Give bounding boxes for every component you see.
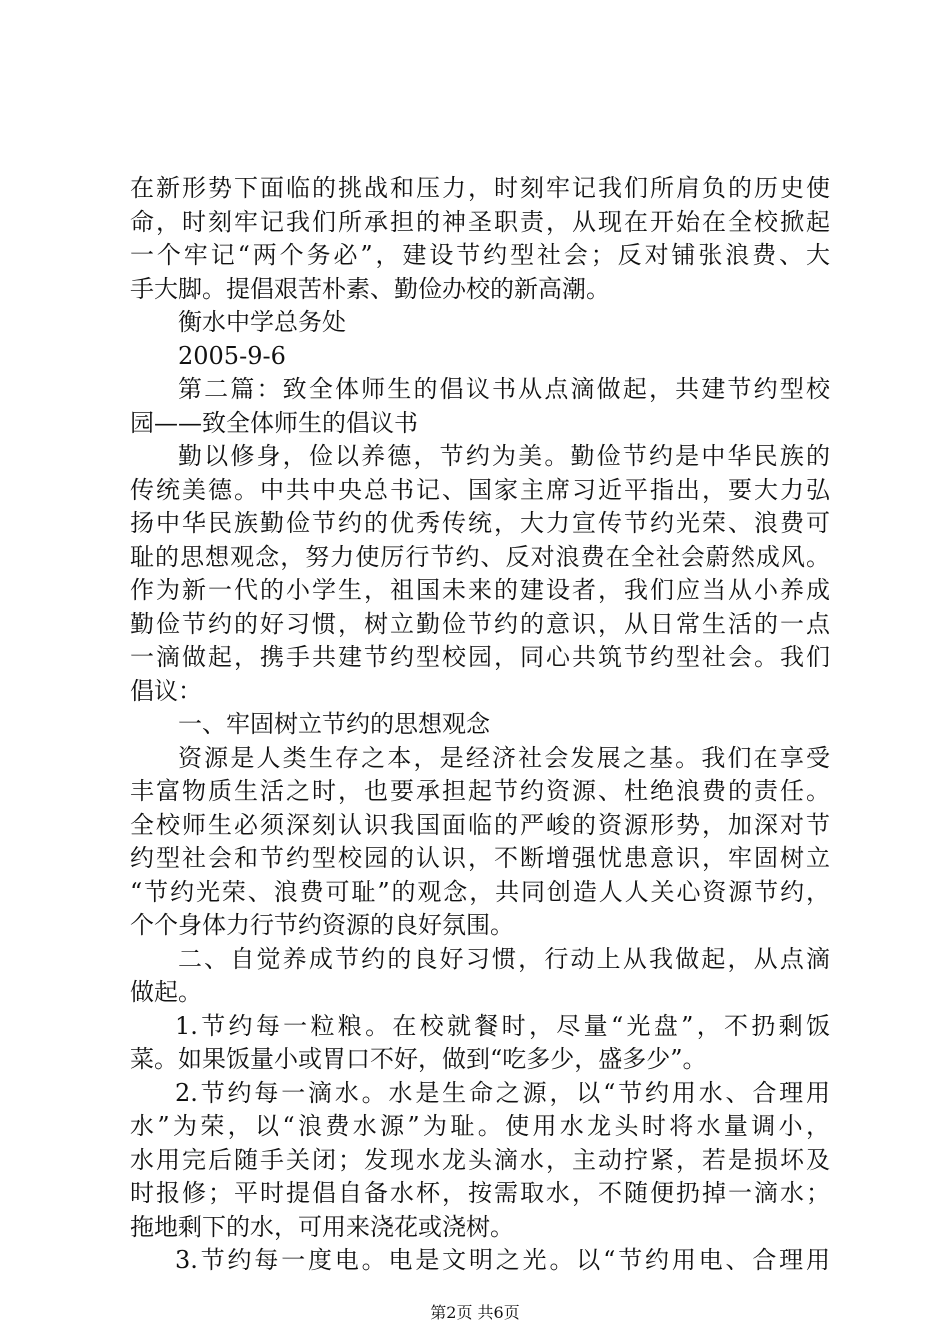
page-number: 第2页 共6页 <box>430 1303 520 1322</box>
signature-date: 2005-9-6 <box>178 341 286 370</box>
document-body <box>130 172 830 1278</box>
heading-two: 二、自觉养成节约的良好习惯，行动上从我做起，从点滴 <box>178 944 830 973</box>
text-line: 水用完后随手关闭；发现水龙头滴水，主动拧紧，若是损坏及 <box>130 1145 830 1174</box>
text-line: 个个身体力行节约资源的良好氛围。 <box>130 911 514 939</box>
text-line: 时报修；平时提倡自备水杯，按需取水，不随便扔掉一滴水； <box>130 1179 830 1207</box>
section-title-cont: 园——致全体师生的倡议书 <box>130 408 418 437</box>
text-line: 资源是人类生存之本，是经济社会发展之基。我们在享受 <box>178 743 830 772</box>
text-line: “节约光荣、浪费可耻”的观念，共同创造人人关心资源节约， <box>130 877 830 906</box>
section-title: 第二篇：致全体师生的倡议书从点滴做起，共建节约型校 <box>178 375 830 403</box>
text-line: 作为新一代的小学生，祖国未来的建设者，我们应当从小养成 <box>130 576 830 604</box>
text-line: 约型社会和节约型校园的认识，不断增强忧患意识，牢固树立 <box>130 844 830 872</box>
text-line: 在新形势下面临的挑战和压力，时刻牢记我们所肩负的历史使 <box>130 174 830 202</box>
list-item-3: 3.节约每一度电。电是文明之光。以“节约用电、合理用 <box>175 1246 830 1274</box>
signature-org: 衡水中学总务处 <box>178 308 346 336</box>
text-line: 勤以修身，俭以养德，节约为美。勤俭节约是中华民族的 <box>178 442 830 470</box>
text-line: 一个牢记“两个务必”，建设节约型社会；反对铺张浪费、大 <box>130 241 830 269</box>
text-line: 菜。如果饭量小或胃口不好，做到“吃多少，盛多少”。 <box>130 1045 707 1073</box>
text-line: 命，时刻牢记我们所承担的神圣职责，从现在开始在全校掀起 <box>130 207 830 236</box>
text-line: 一滴做起，携手共建节约型校园，同心共筑节约型社会。我们 <box>130 643 830 671</box>
text-line: 勤俭节约的好习惯，树立勤俭节约的意识，从日常生活的一点 <box>130 609 830 638</box>
heading-two-cont: 做起。 <box>130 978 202 1006</box>
text-line: 水”为荣，以“浪费水源”为耻。使用水龙头时将水量调小， <box>130 1112 830 1140</box>
text-line: 倡议： <box>130 676 202 705</box>
heading-one: 一、牢固树立节约的思想观念 <box>178 710 490 738</box>
text-line: 耻的思想观念，努力使厉行节约、反对浪费在全社会蔚然成风。 <box>130 542 830 571</box>
list-item-2: 2.节约每一滴水。水是生命之源，以“节约用水、合理用 <box>175 1078 830 1107</box>
text-line: 全校师生必须深刻认识我国面临的严峻的资源形势，加深对节 <box>130 810 830 839</box>
text-line: 拖地剩下的水，可用来浇花或浇树。 <box>130 1212 514 1241</box>
text-line: 传统美德。中共中央总书记、国家主席习近平指出，要大力弘 <box>130 475 830 504</box>
text-line: 手大脚。提倡艰苦朴素、勤俭办校的新高潮。 <box>130 274 610 303</box>
text-line: 丰富物质生活之时，也要承担起节约资源、杜绝浪费的责任。 <box>130 777 830 805</box>
text-line: 扬中华民族勤俭节约的优秀传统，大力宣传节约光荣、浪费可 <box>130 509 830 537</box>
list-item-1: 1.节约每一粒粮。在校就餐时，尽量“光盘”，不扔剩饭 <box>175 1011 830 1040</box>
